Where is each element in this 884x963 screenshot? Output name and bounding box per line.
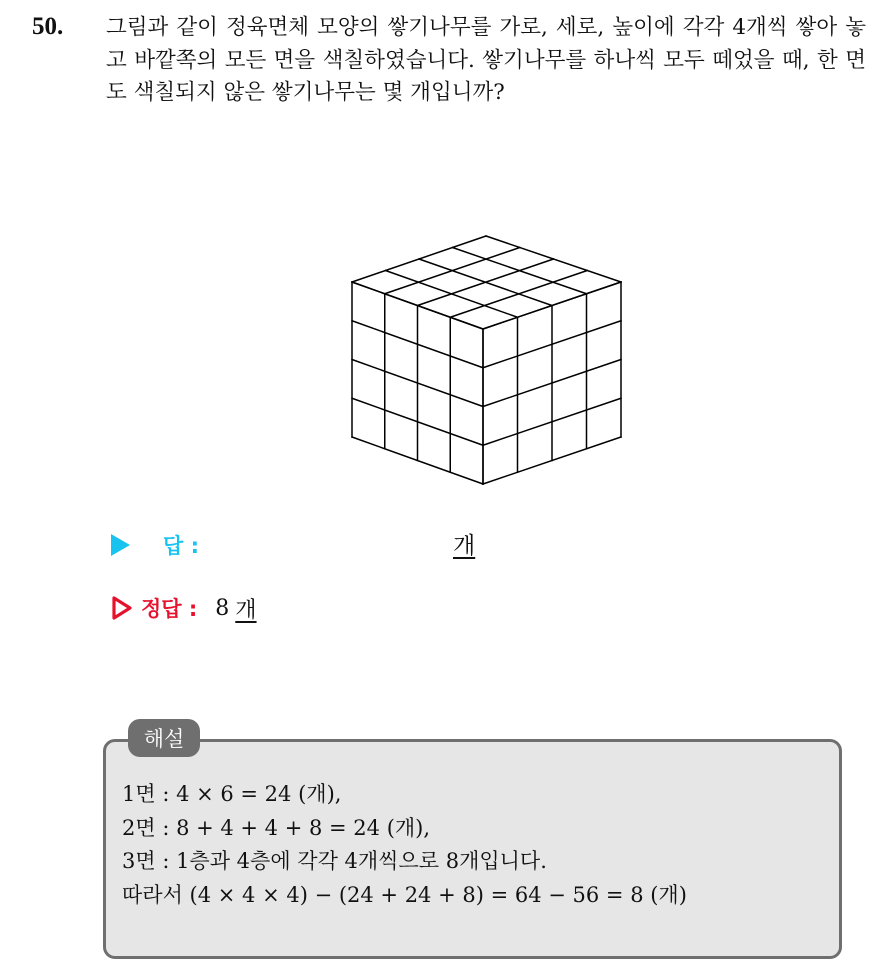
solution-row: [111, 588, 257, 628]
answer-label: 답 :: [163, 534, 199, 558]
explanation-line: 1면 : 4 × 6 = 24 (개),: [122, 782, 342, 806]
solution-label: 정답 :: [141, 597, 198, 621]
question-number: 50.: [32, 13, 64, 40]
explanation-line: 따라서 (4 × 4 × 4) − (24 + 24 + 8) = 64 − 56 = 8 (개): [122, 882, 687, 907]
play-arrow-icon: [111, 534, 130, 556]
explanation-line: 2면 : 8 + 4 + 4 + 8 = 24 (개),: [122, 815, 431, 840]
explanation-lines: [122, 778, 687, 912]
question-text: 그림과 같이 정육면체 모양의 쌓기나무를 가로, 세로, 높이에 각각 4개씩 쌓아 놓고 바깥쪽의 모든 면을 색칠하였습니다. 쌓기나무를 하나씩 모두 떼었을 때, 한 면도 색칠되지 않은 쌓기나무는 몇 개입니까?: [106, 15, 866, 105]
explanation-title: 해설: [128, 719, 200, 757]
answer-row: [111, 525, 199, 565]
play-outline-icon: [111, 595, 133, 621]
solution-unit: 개: [235, 597, 257, 623]
answer-unit: 개: [453, 533, 476, 559]
stacked-cubes-figure: [340, 222, 630, 492]
solution-value: 8: [215, 595, 230, 621]
explanation-line: 3면 : 1층과 4층에 각각 4개씩으로 8개입니다.: [122, 849, 547, 873]
